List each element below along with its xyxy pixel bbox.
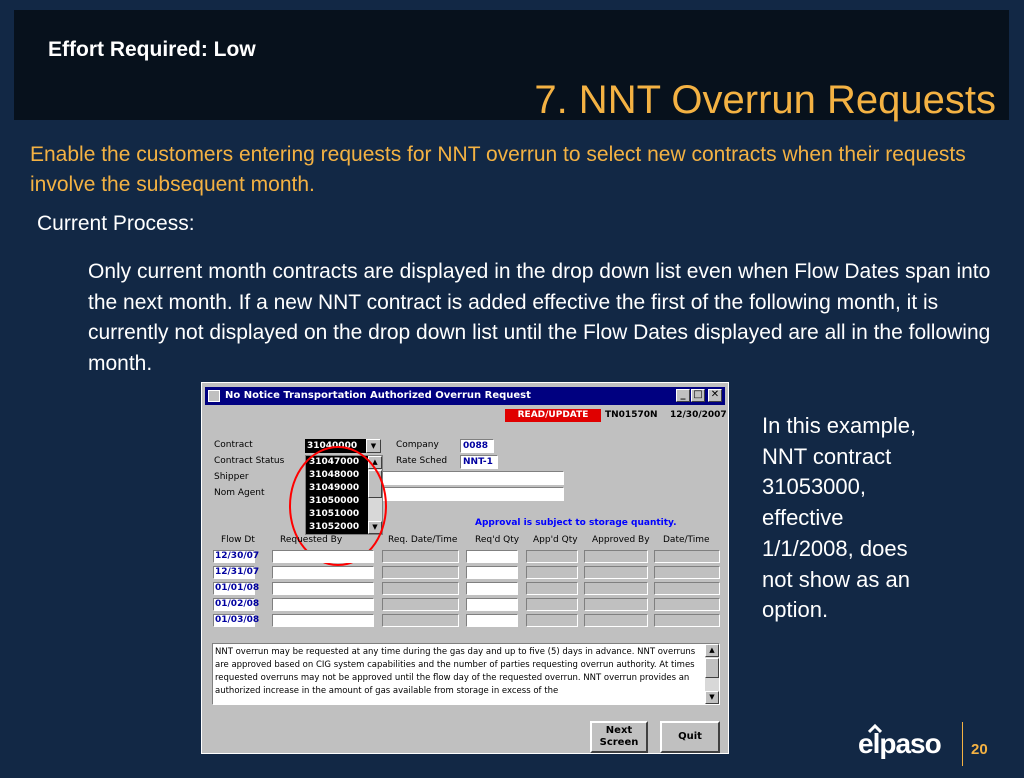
screen-code: TN01570N [605,410,658,420]
approved-by-cell [584,598,648,611]
nom-agent-label: Nom Agent [214,488,265,498]
date-time-cell [654,614,720,627]
col-appd-qty: App'd Qty [533,535,578,545]
next-screen-button[interactable]: Next Screen [590,721,648,753]
info-text-box[interactable] [212,643,720,705]
contract-label: Contract [214,440,253,450]
rate-sched-label: Rate Sched [396,456,448,466]
requested-by-input[interactable] [272,566,374,579]
footer-divider [962,722,963,766]
appd-qty-cell [526,614,578,627]
scroll-down-icon[interactable]: ▼ [705,691,719,704]
rate-sched-field[interactable]: NNT-1 [460,455,498,469]
approved-by-cell [584,550,648,563]
company-field[interactable]: 0088 [460,439,494,453]
minimize-button[interactable]: _ [676,389,690,402]
req-date-time-cell [382,614,459,627]
shipper-field[interactable] [382,471,564,485]
requested-by-input[interactable] [272,582,374,595]
close-button[interactable]: ✕ [708,389,722,402]
window-title: No Notice Transportation Authorized Overrun Request [225,390,531,401]
req-date-time-cell [382,598,459,611]
status-badge: READ/UPDATE [505,409,601,422]
appd-qty-cell [526,566,578,579]
dropdown-option[interactable]: 31050000 [309,496,360,506]
window-app-icon [208,390,220,402]
requested-by-input[interactable] [272,550,374,563]
approval-note: Approval is subject to storage quantity. [475,518,677,528]
shipper-label: Shipper [214,472,249,482]
approved-by-cell [584,614,648,627]
col-approved-by: Approved By [592,535,650,545]
col-requested-by: Requested By [280,535,343,545]
scroll-up-icon[interactable]: ▲ [705,644,719,657]
page-number: 20 [971,741,988,758]
req-date-time-cell [382,566,459,579]
appd-qty-cell [526,550,578,563]
approved-by-cell [584,582,648,595]
side-note: In this example, NNT contract 31053000, effective 1/1/2008, does not show as an option. [762,413,917,623]
window-titlebar [205,387,725,405]
slide-title: 7. NNT Overrun Requests [534,78,996,122]
reqd-qty-input[interactable] [466,614,518,627]
body-text: Only current month contracts are displayed in the drop down list even when Flow Dates span into the next month. If a new NNT contract is added effective the first of the following month, it is currently not displayed on the drop down list until the Flow Dates displayed are all in the following month. [88,260,991,375]
appd-qty-cell [526,582,578,595]
app-window [201,382,729,754]
reqd-qty-input[interactable] [466,582,518,595]
screen-date: 12/30/2007 [670,410,727,420]
contract-select[interactable]: 31040000 [305,439,381,453]
flow-date-cell[interactable]: 01/01/08 [215,583,260,593]
company-label: Company [396,440,439,450]
dropdown-option[interactable]: 31048000 [309,470,360,480]
contract-dropdown-button[interactable]: ▼ [366,439,381,453]
dropdown-option[interactable]: 31047000 [309,457,360,467]
reqd-qty-input[interactable] [466,598,518,611]
approved-by-cell [584,566,648,579]
effort-label: Effort Required: Low [48,38,256,61]
quit-button[interactable]: Quit [660,721,720,753]
req-date-time-cell [382,582,459,595]
intro-text: Enable the customers entering requests for NNT overrun to select new contracts when their requests involve the subsequent month. [30,143,966,196]
info-text: NNT overrun may be requested at any time during the gas day and up to five (5) days in advance. NNT overruns are approved based on CIG system capabilities and the number of parties requesting overrun authority. At times requested overruns may not be approved until the flow day of the requested overrun. NNT overrun provides an authorized increase in the amount of gas available from storage in excess of the [215,647,696,696]
requested-by-input[interactable] [272,598,374,611]
info-scrollbar[interactable] [705,644,719,704]
dropdown-option[interactable]: 31049000 [309,483,360,493]
flow-date-cell[interactable]: 12/30/07 [215,551,260,561]
highlight-circle [289,446,387,566]
nom-agent-field[interactable] [382,487,564,501]
col-reqd-qty: Req'd Qty [475,535,520,545]
flow-date-cell[interactable]: 01/02/08 [215,599,260,609]
reqd-qty-input[interactable] [466,566,518,579]
date-time-cell [654,550,720,563]
date-time-cell [654,582,720,595]
requested-by-input[interactable] [272,614,374,627]
maximize-button[interactable]: □ [691,389,705,402]
dropdown-option[interactable]: 31052000 [309,522,360,532]
contract-status-label: Contract Status [214,456,285,466]
appd-qty-cell [526,598,578,611]
col-flow-dt: Flow Dt [221,535,255,545]
reqd-qty-input[interactable] [466,550,518,563]
dropdown-option[interactable]: 31051000 [309,509,360,519]
current-process-label: Current Process: [37,212,195,235]
date-time-cell [654,598,720,611]
scroll-up-icon[interactable]: ▲ [368,456,382,469]
col-date-time: Date/Time [663,535,710,545]
req-date-time-cell [382,550,459,563]
date-time-cell [654,566,720,579]
col-req-date-time: Req. Date/Time [388,535,458,545]
scroll-thumb[interactable] [705,658,719,678]
elpaso-logo: elpaso [858,728,941,759]
flow-date-cell[interactable]: 01/03/08 [215,615,260,625]
flow-date-cell[interactable]: 12/31/07 [215,567,260,577]
scroll-down-icon[interactable]: ▼ [368,521,382,534]
